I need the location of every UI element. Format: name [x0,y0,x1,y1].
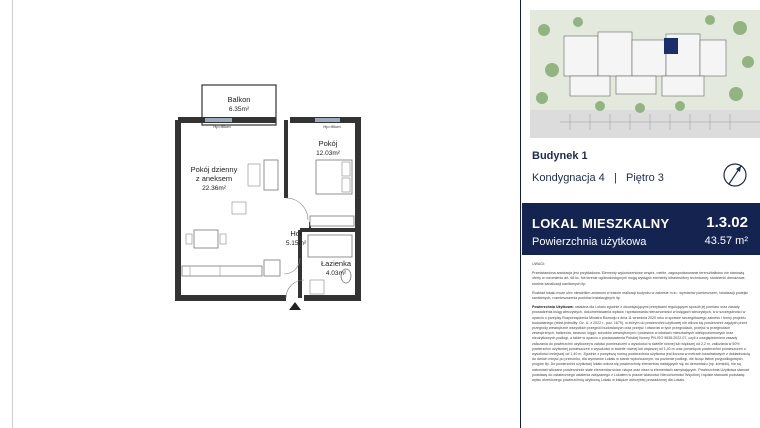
room-hol-name: Hol [290,229,302,238]
unit-highlight [664,38,678,54]
unit-area-value: 43.57 m² [704,235,748,247]
room-living-name-1: Pokój dzienny [190,165,238,174]
entry-arrow [289,302,301,310]
notes-section [532,262,754,387]
room-living-area: 22.36m² [202,185,226,192]
unit-number: 1.3.02 [706,214,748,231]
frame-left-line [12,0,13,428]
room-bath-area: 4.03m² [325,270,347,277]
panel-divider [520,0,521,428]
room-balkon-area: 6.35m² [228,106,250,113]
sofa [264,160,278,190]
notes-heading: UWAGI: [532,262,546,266]
floor-label: Piętro 3 [625,172,664,184]
notes-p3-text: ustalana dla Lokalu zgodnie z obowiązującymi przepisami regulującymi sposób jej pomiaru oraz zasady prowadzenia ksiąg wieczystych, dokumentowania wpisów i sprawowania nieruchomości w księgach wieczystych, a w szczególności w oparciu o przepisy Rozporządzenia Ministra Rozwoju z dnia 11 września 2020 roku w sprawie szczegółowego zakresu i formy projektu budowlanego (tekst jednolity: Dz. U. z 2022 r., poz. 1679), w którym do powierzchni użytkowej nie wlicza się powierzchni zajętych przez przegrody wewnętrzne wszystkich przegród budowlanych oraz przejść i otworów w tych przegrodach, przejść w przegrodach zewnętrznych, balkonów, tarasów, loggii, schodów wewnętrznych i podestów w lokalach mieszkalnych wielopoziomowych oraz nieużytkowych podłogi, a także w oparciu o postanowienia Polskiej Normy PN-ISO 9836:2022-07, czyli z uwzględnieniem zasady zaliczania do powierzchni użytkowej w całości pomieszczeń o wysokości w świetle równej lub większej od 2,2 m, zaliczania w 50% powierzchni użytkowej pomieszczeń o wysokości w świetle równej lub większej od 1,40 m oraz pominięcia powierzchni pomieszczeń o wysokości mniejszej od 1,40 m. Zgodnie z powyższą normą powierzchnia użytkowa jest liczona w metrach kwadratowych z dokładnością do dwóch miejsc po przecinku, dla wymiarów Lokalu w stanie wykończonym, na poziomie podłogi, nie licząc listew przypodłogowych, progów itp. Do powierzchni użytkowej lokalu wlicza się powierzchnię elementów nadających się do demontażu (np. kominki), nie są natomiast wliczane powierzchnie stałe elementów ścian i słupa oraz nisze w elementach zamykających. Powierzchnia Użytkowa stanowi podstawę do ostatecznego ustalenia związanego z Lokalem w prawie własności Nieruchomości Wspólnej i będzie stanowić podstawę wpisu określonego powierzchnią użytkową Lokalu w księdze wieczystej prowadzonej dla Lokalu. [532,305,750,383]
room-pokoj-area: 12.03m² [316,150,340,157]
wardrobe [310,216,354,226]
building-title: Budynek 1 [532,150,588,162]
room-living-name-2: z aneksem [195,174,233,183]
room-hol-area: 5.15m² [285,240,307,247]
notes-paragraph-2: Rozkład lokalu może ulec niewielkim zmianom w trakcie realizacji budynku w zakresie m.in.: wymiarów pomieszczeń, lokalizacji podejść sanitarnych, rozmieszczenia punktów instalacyjnych itp. [532,290,749,301]
kitchen-fridge [264,260,280,276]
level-label: Kondygnacja 4 [532,172,605,184]
dining-table [194,230,218,248]
notes-paragraph-3 [532,305,754,383]
kitchen-counter [182,266,262,276]
window-label-bedroom: Hp=90cm [323,124,341,129]
room-balkon-name: Balkon [227,95,251,104]
unit-band [522,203,760,255]
window-label-living: Hp=90cm [213,124,231,129]
unit-label: LOKAL MIESZKALNY [532,216,670,231]
site-plan-thumbnail [530,10,760,138]
level-separator: | [613,172,617,184]
info-panel [522,0,760,428]
armchair [232,202,246,214]
notes-p3-bold: Powierzchnia Użytkowa: [532,305,574,310]
door-bedroom [286,198,308,220]
notes-paragraph-1: Przedstawiona aranżacja jest przykładowa. Elementy wykończeniowe wnętrz, meble, zagospodarowanie terenu/balkonu nie stanowią oferty w rozumieniu art. 66 kc. Na terenie ogólnodostępnym mogą wystąpić elementy infrastruktury technicznej: studzienki drenażowe, studnie kanalizacji sanitarnych itp. [532,271,746,286]
room-bath-name: Łazienka [320,259,352,268]
door-bath [284,258,300,274]
compass-icon [720,160,750,190]
floor-plan [160,80,400,310]
unit-area-label: Powierzchnia użytkowa [532,236,647,248]
room-pokoj-name: Pokój [318,139,338,148]
bathtub [308,235,352,257]
level-row [532,172,664,184]
bath-sink [310,280,324,294]
